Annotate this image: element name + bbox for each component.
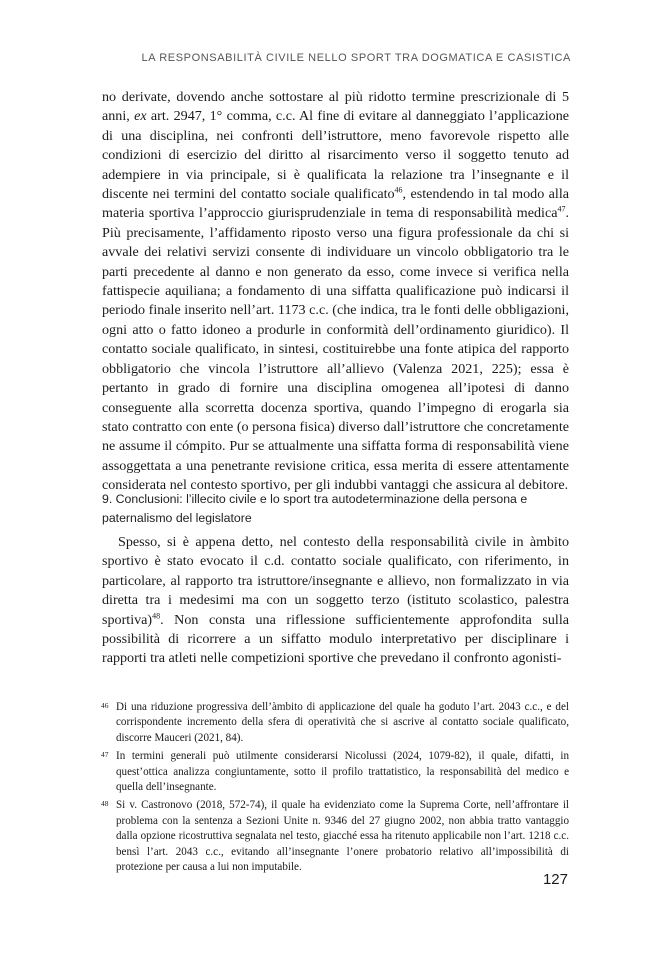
footnote-ref-47[interactable]: 47	[557, 204, 566, 214]
body-paragraph-1	[102, 88, 569, 496]
paragraph-text: , estendendo in tal modo alla materia sportiva l’approccio giurisprudenziale in tema di responsabilità medica	[102, 186, 569, 222]
footnote-number: 47	[101, 750, 109, 760]
footnotes	[102, 700, 569, 878]
paragraph-text: . Non consta una riflessione sufficientemente approfondita sulla possibilità di ricorrere a un siffatto modulo interpretativo per disciplinare i rapporti tra atleti nelle competizioni sportive che prevedano il confronto agonisti-	[102, 611, 569, 667]
footnote-number: 48	[101, 799, 109, 809]
paragraph-text: . Più precisamente, l’affidamento riposto verso una figura professionale da chi si avvale dei relativi servizi consente di individuare un vincolo obbligatorio tra le parti precedente al danno e non generato da esso, come invece si verifica nella fattispecie aquiliana; a fondamento di una siffatta qualificazione può indicarsi il periodo finale inserito nell’art. 1173 c.c. (che indica, tra le fonti delle obbligazioni, ogni atto o fatto idoneo a produrle in conformità dell’ordinamento giuridico). Il contatto sociale qualificato, in sintesi, costituirebbe una fonte atipica del rapporto obbligatorio che vincola l’istruttore all’allievo (Valenza 2021, 225); essa è pertanto in grado di fornire una disciplina omogenea all’ipotesi di danno conseguente alla scorretta docenza sportiva, quando l’impegno di erogarla sia stato contratto con ente (o persona fisica) diverso dall’istruttore che concretamente ne assume il cómpito. Pur se attualmente una siffatta forma di responsabilità viene assoggettata a una penetrante revisione critica, essa merita di essere attentamente considerata nel contesto sportivo, per gli indubbi vantaggi che assicura al debitore.	[102, 205, 569, 494]
paragraph-text: no derivate, dovendo anche sottostare al più ridotto termine prescrizionale di 5 anni,	[102, 89, 569, 125]
footnote-48	[102, 798, 569, 875]
page-number: 127	[542, 871, 568, 888]
body-paragraph-2	[102, 533, 569, 669]
footnote-ref-46[interactable]: 46	[394, 185, 403, 195]
footnote-ref-48[interactable]: 48	[152, 610, 161, 620]
footnote-text: In termini generali può utilmente considerarsi Nicolussi (2024, 1079-82), il quale, difatti, in quest’ottica analizza congiuntamente, sotto il profilo trattatistico, la responsabilità del medico e quella dell’insegnante.	[116, 750, 569, 794]
footnote-46	[102, 700, 569, 746]
footnote-text: Si v. Castronovo (2018, 572-74), il quale ha evidenziato come la Suprema Corte, nell’affrontare il problema con la sentenza a Sezioni Unite n. 9346 del 27 giugno 2002, non abbia tratto vantaggio dalla opzione ricostruttiva segnalata nel testo, giacché essa ha ritenuto applicabile non l’art. 1218 c.c. bensì l’art. 2043 c.c., evitando all’insegnante l’onere probatorio relativo all’impossibilità di protezione per causa a lui non imputabile.	[116, 799, 569, 874]
footnote-text: Di una riduzione progressiva dell’àmbito di applicazione del quale ha goduto l’art. 2043 c.c., e del corrispondente incremento della sfera di operatività che si ascrive al contatto sociale qualificato, discorre Mauceri (2021, 84).	[116, 701, 569, 744]
latin-term: ex	[134, 108, 147, 125]
running-head: LA RESPONSABILITÀ CIVILE NELLO SPORT TRA DOGMATICA E CASISTICA	[141, 52, 571, 64]
paragraph-text: art. 2947, 1° comma, c.c. Al fine di evitare al danneggiato l’applicazione di una disciplina, nei confronti dell’istruttore, meno favorevole rispetto alle condizioni di esercizio del diritto al risarcimento verso il soggetto tenuto ad adempiere in via principale, si è qualificata la relazione tra l’insegnante e il discente nei termini del contatto sociale qualificato	[102, 108, 569, 203]
section-heading: 9. Conclusioni: l’illecito civile e lo sport tra autodeterminazione della persona e paternalismo del legislatore	[102, 492, 528, 525]
footnote-number: 46	[101, 701, 109, 710]
footnote-47	[102, 749, 569, 795]
paragraph-text: Spesso, si è appena detto, nel contesto della responsabilità civile in àmbito sportivo è stato evocato il c.d. contatto sociale qualificato, con riferimento, in particolare, al rapporto tra istruttore/insegnante e allievo, non formalizzato in via diretta tra i medesimi ma con un soggetto terzo (istituto scolastico, palestra sportiva)	[102, 534, 569, 628]
